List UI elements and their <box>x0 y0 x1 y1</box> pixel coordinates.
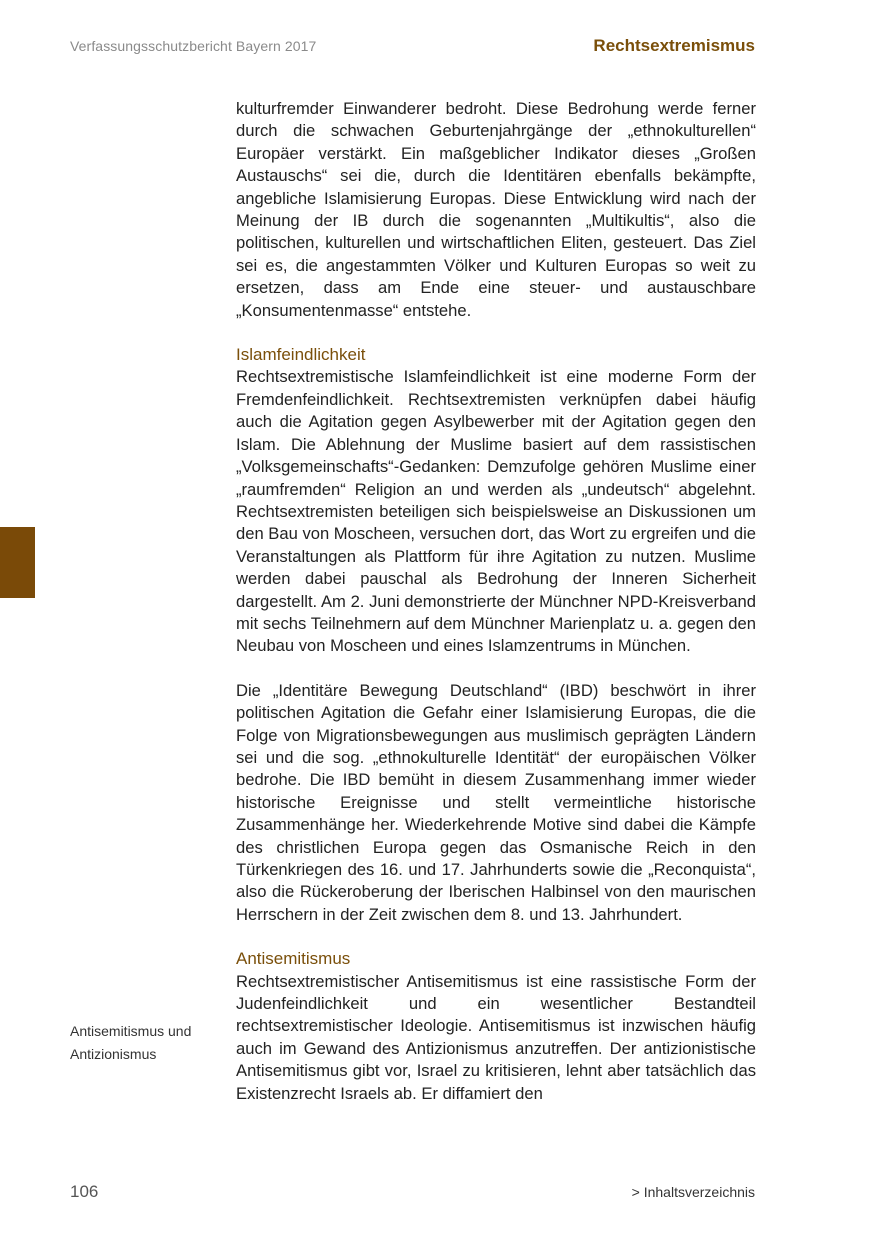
islam-paragraph-2: Die „Identitäre Bewegung Deutschland“ (IBD) beschwört in ihrer politischen Agitation die Gefahr einer Islamisierung Europas, die die Folge von Migrationsbewegungen aus muslimisch geprägten Ländern sei und die sog. „ethnokulturelle Identität“ der europäischen Völker bedrohe. Die IBD bemüht in diesem Zusammenhang immer wieder historische Ereignisse und stellt vermeintliche historische Zusammenhänge her. Wiederkehrende Motive sind dabei die Kämpfe des christlichen Europa gegen das Osmanische Reich in den Türkenkriegen des 16. und 17. Jahrhunderts sowie die „Reconquista“, also die Rückeroberung der Iberischen Halbinsel von den maurischen Herrschern in der Zeit zwischen dem 8. und 13. Jahrhundert. <box>236 680 756 924</box>
margin-note-line-2: Antizionismus <box>70 1046 157 1062</box>
table-of-contents-link[interactable]: > Inhaltsverzeichnis <box>631 1184 755 1200</box>
section-heading-islamfeindlichkeit: Islamfeindlichkeit <box>236 345 366 365</box>
margin-note <box>70 1020 220 1066</box>
section-heading-antisemitismus: Antisemitismus <box>236 949 351 969</box>
intro-paragraph: kulturfremder Einwanderer bedroht. Diese Bedrohung werde ferner durch die schwachen Geburtenjahrgänge der „ethnokulturellen“ Europäer verstärkt. Ein maßgeblicher Indikator dieses „Großen Austauschs“ sei die, durch die Identitären ebenfalls bekämpfte, angebliche Islamisierung Europas. Diese Entwicklung wird nach der Meinung der IB durch die sogenannten „Multikultis“, also die politischen, kulturellen und wirtschaftlichen Eliten, gesteuert. Das Ziel sei es, die angestammten Völker und Kulturen Europas so weit zu ersetzen, dass am Ende eine steuer- und austauschbare „Konsumentenmasse“ entstehe. <box>236 99 756 320</box>
main-text-column <box>236 98 756 1105</box>
publication-title: Verfassungsschutzbericht Bayern 2017 <box>70 38 317 54</box>
margin-note-line-1: Antisemitismus und <box>70 1023 192 1039</box>
antisemitism-paragraph-1: Rechtsextremistischer Antisemitismus ist eine rassistische Form der Judenfeindlichkeit und ein wesentlicher Bestandteil rechtsextremistischer Ideologie. Antisemitismus ist inzwischen häufig auch im Gewand des Antizionismus anzutreffen. Der antizionistische Antisemitismus gibt vor, Israel zu kritisieren, lehnt aber tatsächlich das Existenzrecht Israels ab. Er diffamiert den <box>236 971 756 1103</box>
islam-paragraph-1: Rechtsextremistische Islamfeindlichkeit ist eine moderne Form der Fremdenfeindlichkeit. Rechtsextremisten verknüpfen dabei häufig auch die Agitation gegen Asylbewerber mit der Agitation gegen den Islam. Die Ablehnung der Muslime basiert auf dem rassistischen „Volksgemeinschafts“-Gedanken: Demzufolge gehören Muslime einer „raumfremden“ Religion an und werden als „undeutsch“ abgelehnt. Rechtsextremisten beteiligen sich beispielsweise an Diskussionen um den Bau von Moscheen, versuchen dort, das Wort zu ergreifen und die Veranstaltungen als Plattform für ihre Agitation zu nutzen. Muslime werden dabei pauschal als Bedrohung der Inneren Sicherheit dargestellt. Am 2. Juni demonstrierte der Münchner NPD-Kreisverband mit sechs Teilnehmern auf dem Münchner Marienplatz u. a. gegen den Neubau von Moscheen und eines Islamzentrums in München. <box>236 367 756 656</box>
page-number: 106 <box>70 1182 99 1201</box>
chapter-title: Rechtsextremismus <box>593 36 755 55</box>
chapter-marker-tab <box>0 527 35 598</box>
